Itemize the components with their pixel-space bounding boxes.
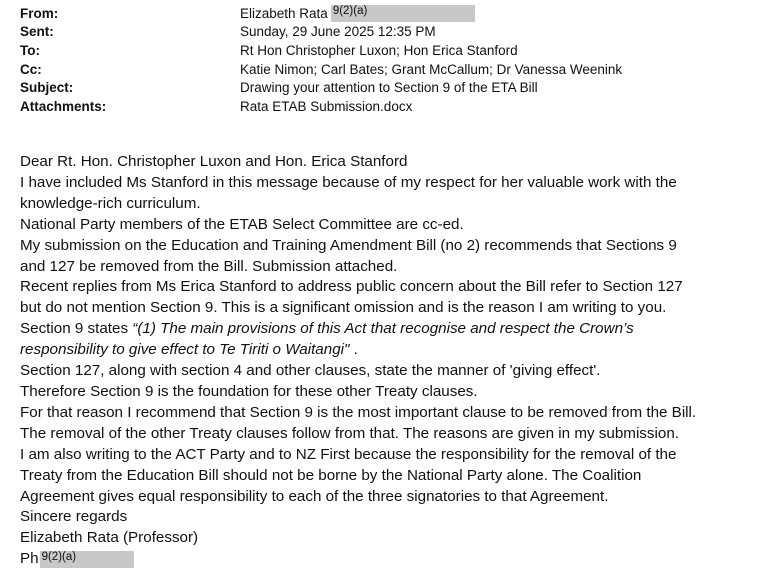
phone-redaction-box: 9(2)(a) <box>40 551 134 568</box>
attachments-label: Attachments: <box>20 98 107 114</box>
body-line: I am also writing to the ACT Party and to NZ First because the responsibility for the removal of the <box>20 445 677 463</box>
cc-row <box>20 60 760 79</box>
sent-value: Sunday, 29 June 2025 12:35 PM <box>240 24 436 40</box>
to-label: To: <box>20 42 40 58</box>
phone-line <box>20 549 772 570</box>
quote-suffix: . <box>349 341 358 359</box>
sent-label: Sent: <box>20 24 54 40</box>
signature-name: Elizabeth Rata (Professor) <box>20 529 199 547</box>
salutation: Dear Rt. Hon. Christopher Luxon and Hon. Erica Stanford <box>20 153 408 170</box>
quote-prefix: Section 9 states <box>20 320 133 338</box>
from-name: Elizabeth Rata <box>240 5 328 21</box>
email-header <box>20 4 760 116</box>
section-9-quote-line <box>20 319 772 340</box>
body-line: I have included Ms Stanford in this message because of my respect for her valuable work with the <box>20 173 677 191</box>
sent-row <box>20 23 760 42</box>
sign-off: Sincere regards <box>20 508 128 526</box>
body-line: My submission on the Education and Training Amendment Bill (no 2) recommends that Sections 9 <box>20 236 677 254</box>
cc-label: Cc: <box>20 61 42 77</box>
from-label: From: <box>20 5 59 21</box>
body-line: Section 127, along with section 4 and other clauses, state the manner of 'giving effect'. <box>20 362 601 380</box>
subject-value: Drawing your attention to Section 9 of the ETA Bill <box>240 80 538 96</box>
quote-text: responsibility to give effect to Te Tiriti o Waitangi" <box>20 341 350 359</box>
attachments-row <box>20 97 760 116</box>
body-line: Agreement gives equal responsibility to each of the three signatories to that Agreement. <box>20 487 609 505</box>
body-line: Recent replies from Ms Erica Stanford to address public concern about the Bill refer to Section 127 <box>20 278 683 296</box>
phone-label: Ph <box>20 550 39 568</box>
body-line: Treaty from the Education Bill should not be borne by the National Party alone. The Coalition <box>20 466 642 484</box>
body-line: knowledge-rich curriculum. <box>20 194 201 212</box>
from-row <box>20 4 760 23</box>
body-line: National Party members of the ETAB Select Committee are cc-ed. <box>20 215 464 233</box>
cc-value: Katie Nimon; Carl Bates; Grant McCallum; Dr Vanessa Weenink <box>240 61 623 77</box>
body-line: Therefore Section 9 is the foundation for these other Treaty clauses. <box>20 382 478 400</box>
body-line: but do not mention Section 9. This is a significant omission and is the reason I am writing to you. <box>20 299 667 317</box>
section-9-quote-line <box>20 340 772 361</box>
quote-text: “(1) The main provisions of this Act that recognise and respect the Crown’s <box>132 320 634 338</box>
body-line: and 127 be removed from the Bill. Submission attached. <box>20 257 398 275</box>
to-row <box>20 41 760 60</box>
body-line: For that reason I recommend that Section 9 is the most important clause to be removed from the Bill. <box>20 403 697 421</box>
attachment-file[interactable]: Rata ETAB Submission.docx <box>240 98 413 114</box>
subject-row <box>20 78 760 97</box>
body-line: The removal of the other Treaty clauses follow from that. The reasons are given in my submission. <box>20 424 679 442</box>
email-body <box>20 152 772 570</box>
from-value <box>240 5 760 22</box>
subject-label: Subject: <box>20 80 74 96</box>
to-value: Rt Hon Christopher Luxon; Hon Erica Stanford <box>240 42 518 58</box>
from-redaction-box: 9(2)(a) <box>331 5 475 22</box>
